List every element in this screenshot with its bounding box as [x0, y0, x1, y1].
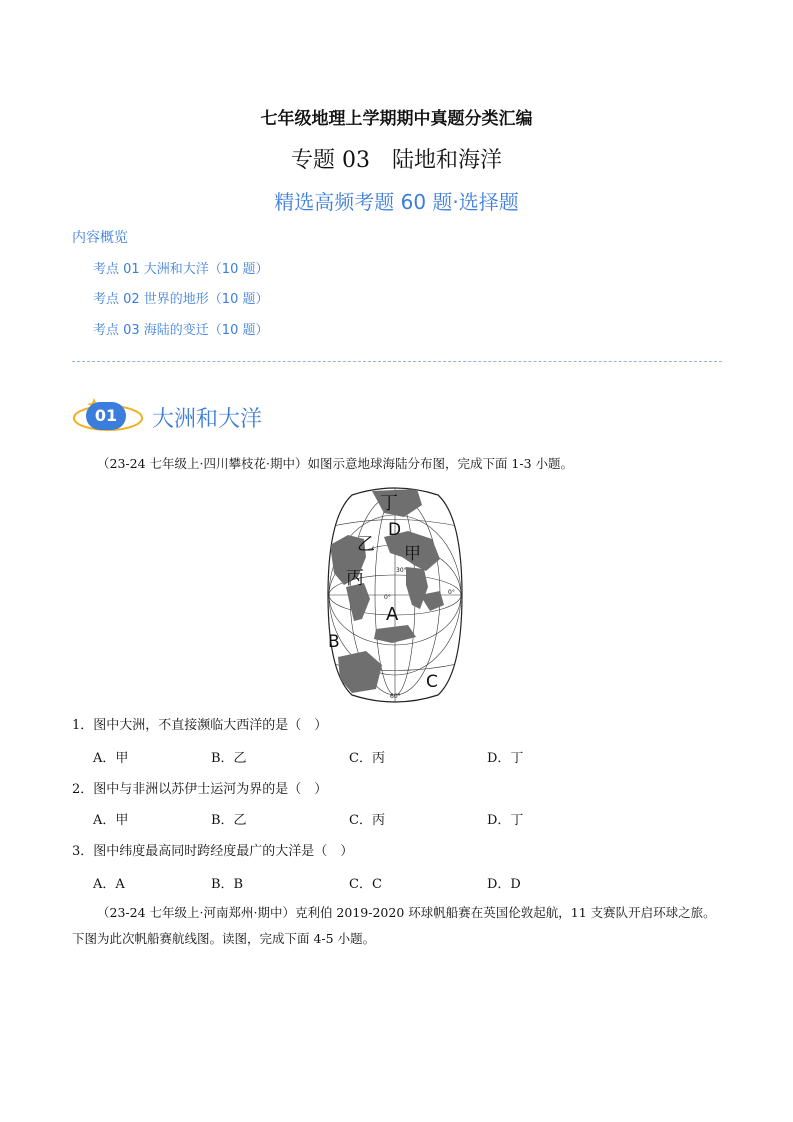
map-tick: 0°	[384, 594, 391, 601]
option-a[interactable]: A．甲	[93, 813, 129, 828]
option-b[interactable]: B．乙	[211, 751, 247, 766]
option-b[interactable]: B．B	[211, 877, 244, 892]
option-c[interactable]: C．丙	[349, 813, 385, 828]
map-tick: 0°	[448, 589, 455, 596]
map-label: 乙	[357, 534, 375, 555]
option-c[interactable]: C．C	[349, 877, 382, 892]
option-d[interactable]: D．D	[487, 877, 521, 892]
option-c[interactable]: C．丙	[349, 751, 385, 766]
overview-item[interactable]: 考点 02 世界的地形（10 题）	[93, 292, 269, 307]
map-label: B	[328, 632, 340, 652]
map-label: 丙	[346, 568, 364, 589]
map-tick: 30°	[396, 567, 407, 574]
topic-title: 专题 03 陆地和海洋	[291, 148, 502, 173]
map-label: 丁	[380, 493, 398, 514]
overview-item[interactable]: 考点 01 大洲和大洋（10 题）	[93, 262, 269, 277]
world-map-figure	[322, 487, 468, 703]
map-label: A	[386, 604, 399, 625]
option-a[interactable]: A．甲	[93, 751, 129, 766]
map-label: C	[426, 672, 438, 692]
divider	[72, 361, 722, 362]
topic-subtitle: 精选高频考题 60 题·选择题	[274, 190, 519, 214]
option-b[interactable]: B．乙	[211, 813, 247, 828]
question-intro: （23-24 七年级上·河南郑州·期中）克利伯 2019-2020 环球帆船赛在英国伦敦起航，11 支赛队开启环球之旅。下图为此次帆船赛航线图。读图，完成下面 4-5 小题。	[72, 905, 716, 946]
map-label: D	[388, 520, 402, 540]
map-tick: 60°	[390, 693, 401, 700]
overview-item[interactable]: 考点 03 海陆的变迁（10 题）	[93, 323, 269, 338]
question-intro: （23-24 七年级上·四川攀枝花·期中）如图示意地球海陆分布图，完成下面 1-3 小题。	[97, 456, 574, 471]
question-stem: 1．图中大洲，不直接濒临大西洋的是（ ）	[72, 718, 328, 733]
question-stem: 3．图中纬度最高同时跨经度最广的大洋是（ ）	[72, 844, 354, 859]
option-a[interactable]: A．A	[93, 877, 125, 892]
question-stem: 2．图中与非洲以苏伊士运河为界的是（ ）	[72, 782, 328, 797]
map-label: 甲	[404, 544, 421, 564]
section-number-badge: 01	[86, 402, 126, 430]
section-title: 大洲和大洋	[152, 407, 263, 432]
option-d[interactable]: D．丁	[487, 813, 524, 828]
option-d[interactable]: D．丁	[487, 751, 524, 766]
document-title: 七年级地理上学期期中真题分类汇编	[260, 109, 533, 129]
overview-heading: 内容概览	[72, 230, 128, 246]
